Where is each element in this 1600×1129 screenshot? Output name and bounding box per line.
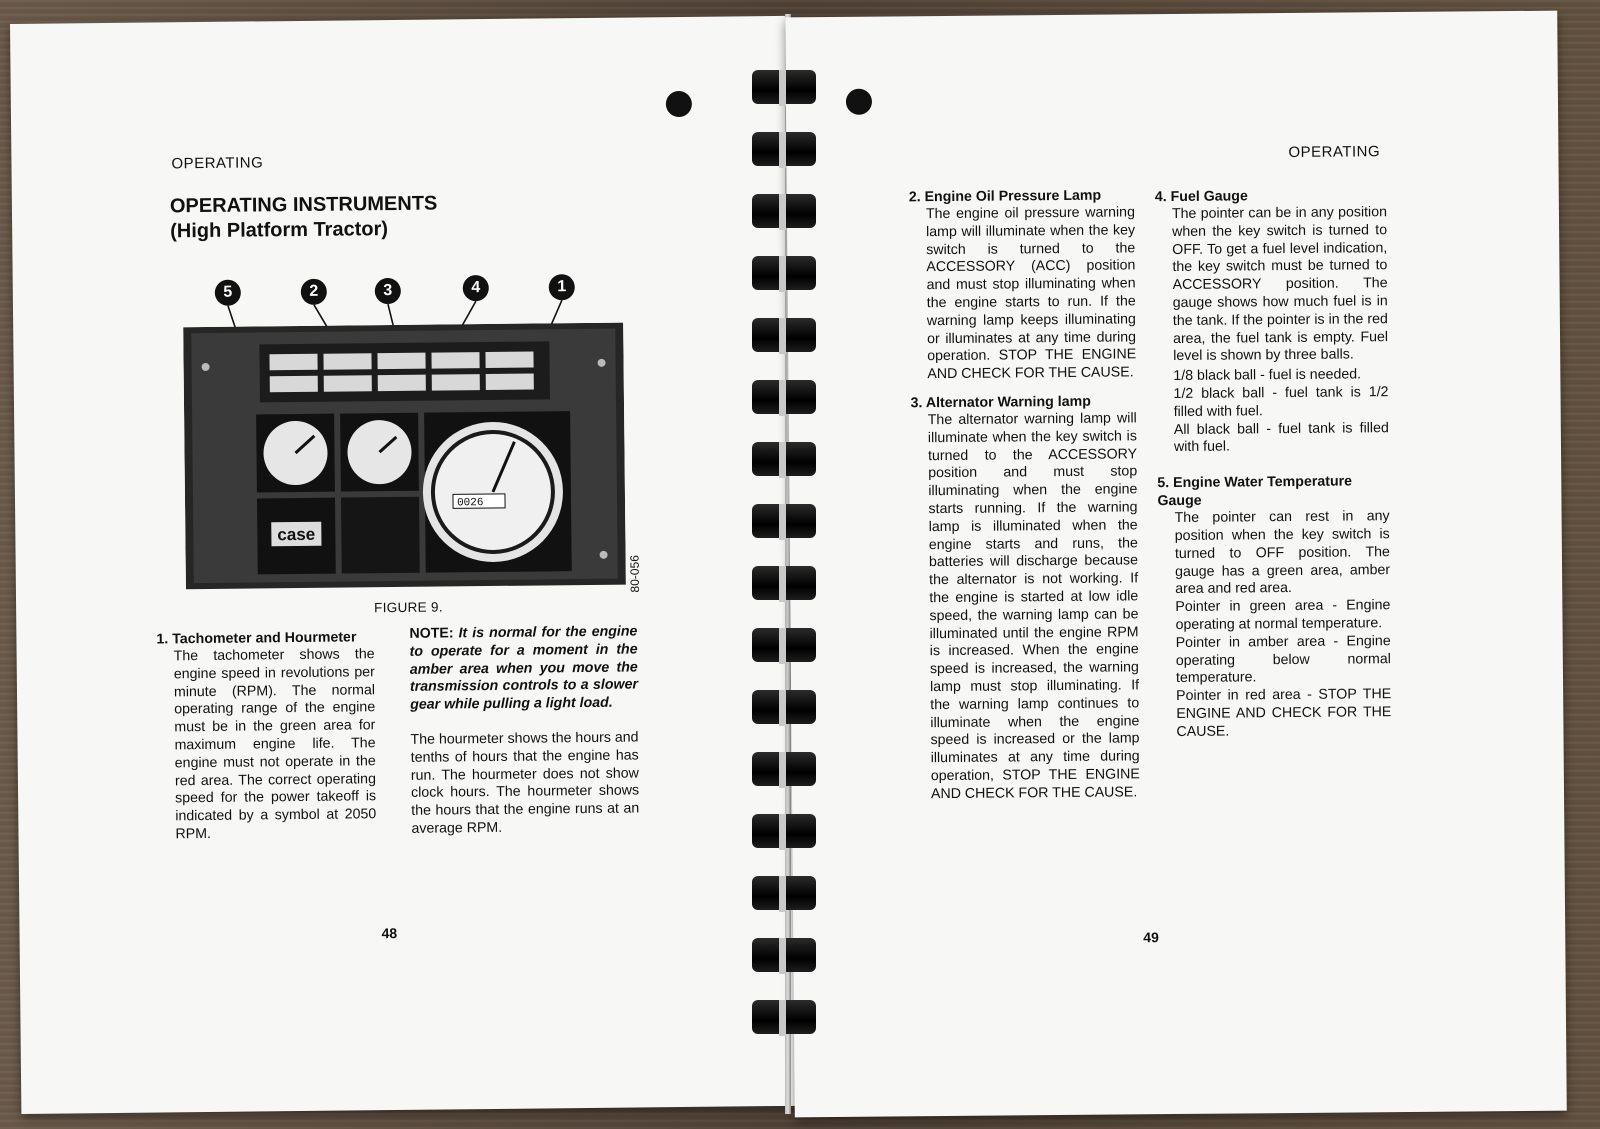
note-label: NOTE: bbox=[409, 625, 454, 642]
binding-ring bbox=[752, 814, 816, 852]
page-number: 49 bbox=[1143, 929, 1159, 946]
title-line-1: OPERATING INSTRUMENTS bbox=[169, 192, 438, 218]
binding-ring bbox=[752, 256, 816, 294]
fuel-level-3: All black ball - fuel tank is filled with fuel. bbox=[1173, 419, 1389, 456]
binding-ring bbox=[752, 70, 816, 108]
item-1-block bbox=[156, 628, 376, 844]
binding-ring bbox=[752, 566, 816, 604]
binding-ring bbox=[752, 194, 816, 232]
item-2-body: The engine oil pressure warning lamp will illuminate when the key switch is turned to the ACCESSORY (ACC) position and must stop illuminating when the engine starts to run. If the warning lamp keeps illuminating or illuminates at any time during operation. STOP THE ENGINE AND CHECK FOR THE CAUSE. bbox=[925, 204, 1137, 383]
item-3-body: The alternator warning lamp will illuminate when the key switch is turned to the ACCESSORY position and must stop illuminating when the engine starts running. If the warning lamp is illuminated when the engine starts and runs, the batteries will discharge because the alternator is not working. If the engine is started at low idle speed, the warning lamp can be illuminated until the engine RPM is increased. When the engine speed is increased, the warning lamp must stop illuminating. If the warning lamp continues to illuminate when the engine speed is increased or the lamp illuminates at any time during operation, STOP THE ENGINE AND CHECK FOR THE CAUSE. bbox=[927, 410, 1140, 802]
fuel-level-1: 1/8 black ball - fuel is needed. bbox=[1173, 366, 1362, 385]
page-header: OPERATING bbox=[171, 154, 264, 173]
binding-ring bbox=[752, 628, 816, 666]
hourmeter-readout: 0026 bbox=[456, 497, 484, 510]
item-4-body: The pointer can be in any position when the key switch is turned to OFF. To get a fuel level indication, the key switch must be turned to ACCESSORY position. The gauge shows how much fuel is in the tank. If the pointer is in the red area, the fuel tank is empty. Fuel level is shown by three balls. bbox=[1171, 204, 1389, 365]
callout-1: 1 bbox=[549, 274, 575, 300]
temp-state-green: Pointer in green area - Engine operating at normal temperature. bbox=[1175, 597, 1391, 633]
item-3-heading: 3. Alternator Warning lamp bbox=[910, 393, 1091, 412]
binding-ring bbox=[752, 690, 816, 728]
hourmeter-paragraph: The hourmeter shows the hours and tenths of hours that the engine has run. The hourmeter does not show clock hours. The hourmeter shows the hours that the engine runs at an average RPM. bbox=[410, 729, 640, 837]
temp-state-red: Pointer in red area - STOP THE ENGINE AND CHECK FOR THE CAUSE. bbox=[1176, 686, 1392, 740]
title-line-2: (High Platform Tractor) bbox=[170, 218, 389, 243]
figure-caption: FIGURE 9. bbox=[374, 599, 443, 616]
instrument-panel-image bbox=[183, 323, 626, 598]
item-1-heading: 1. Tachometer and Hourmeter bbox=[156, 629, 357, 648]
binding-ring bbox=[752, 876, 816, 914]
item-5-block bbox=[1157, 472, 1391, 741]
binding-ring bbox=[752, 938, 816, 976]
punch-hole bbox=[846, 89, 872, 115]
callout-2: 2 bbox=[301, 279, 327, 305]
binding-ring bbox=[752, 380, 816, 418]
binding-ring bbox=[752, 752, 816, 790]
fuel-level-2: 1/2 black ball - fuel tank is 1/2 filled with fuel. bbox=[1173, 384, 1389, 420]
case-brand-badge: case bbox=[277, 524, 316, 545]
page-header: OPERATING bbox=[1288, 143, 1381, 162]
callout-4: 4 bbox=[463, 275, 489, 301]
item-2-heading: 2. Engine Oil Pressure Lamp bbox=[908, 187, 1102, 206]
left-page bbox=[10, 16, 796, 1114]
binding-ring bbox=[752, 132, 816, 170]
item-5-body: The pointer can rest in any position when the key switch is turned to OFF position. The gauge has a green area, amber area and red area. bbox=[1174, 508, 1391, 598]
binding-ring bbox=[752, 318, 816, 356]
item-4-block bbox=[1155, 186, 1389, 457]
right-page bbox=[785, 11, 1567, 1118]
callout-5: 5 bbox=[215, 280, 241, 306]
item-1-body: The tachometer shows the engine speed in revolutions per minute (RPM). The normal operating range of the engine must be in the green area for maximum engine life. The engine must not operate in the red area. The correct operating speed for the power takeoff is indicated by a symbol at 2050 RPM. bbox=[173, 646, 377, 843]
binding-ring bbox=[752, 442, 816, 480]
note-text: It is normal for the engine to operate for a moment in the amber area when you move the transmission controls to a slower gear while pulling a light load. bbox=[409, 623, 639, 714]
item-4-heading: 4. Fuel Gauge bbox=[1154, 188, 1248, 206]
callout-3: 3 bbox=[375, 278, 401, 304]
item-5-heading: 5. Engine Water Temperature Gauge bbox=[1157, 473, 1353, 510]
right-column-1 bbox=[909, 186, 1140, 803]
right-column-2 bbox=[1155, 186, 1392, 742]
item-2-block bbox=[909, 186, 1137, 384]
page-number: 48 bbox=[381, 924, 398, 942]
binding-ring bbox=[752, 504, 816, 542]
note-block bbox=[409, 623, 639, 838]
note-paragraph bbox=[409, 623, 638, 714]
binding-ring bbox=[752, 1000, 816, 1038]
figure-code: 80-056 bbox=[627, 555, 642, 593]
temp-state-amber: Pointer in amber area - Engine operating below normal temperature. bbox=[1175, 632, 1391, 687]
item-3-block bbox=[911, 392, 1141, 803]
